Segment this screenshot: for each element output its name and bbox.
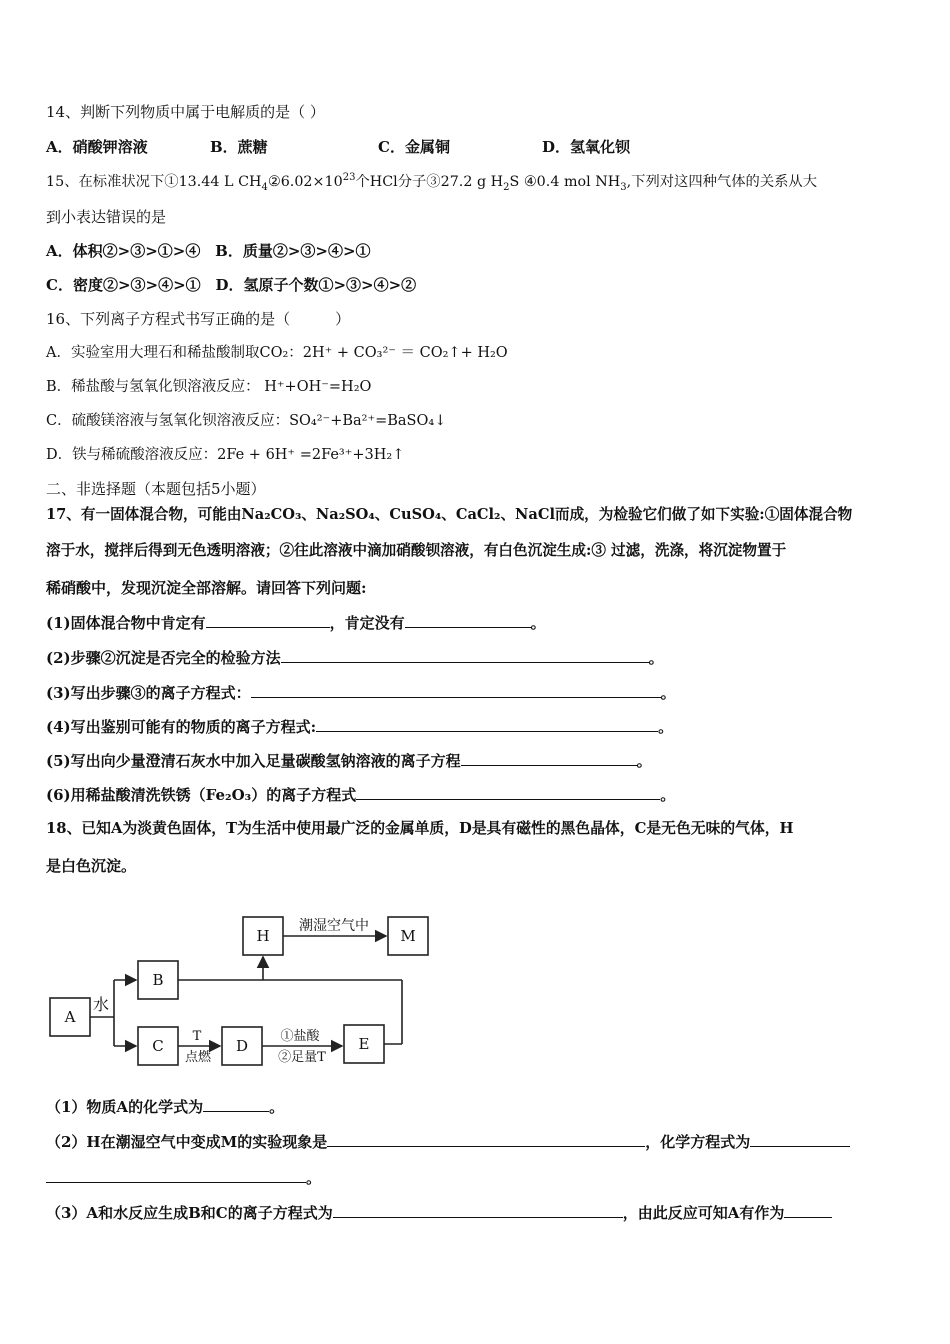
label-water: 水 bbox=[92, 995, 110, 1014]
q18-stem-line2: 是白色沉淀。 bbox=[46, 857, 137, 875]
q18-stem-line1: 18、已知A为淡黄色固体，T为生活中使用最广泛的金属单质，D是具有磁性的黑色晶体，C是无色无味的气体，H bbox=[46, 820, 794, 837]
q17-part1: (1)固体混合物中肯定有 ，肯定没有 。 bbox=[46, 614, 546, 632]
q17-part5: (5)写出向少量澄清石灰水中加入足量碳酸氢钠溶液的离子方程 。 bbox=[46, 752, 652, 770]
label-humid-air: 潮湿空气中 bbox=[299, 918, 369, 934]
box-m-label: M bbox=[400, 927, 416, 945]
q18-part2-cont: 。 bbox=[46, 1168, 321, 1188]
q15-option-b: B．质量②>③>④>① bbox=[215, 242, 371, 260]
box-a bbox=[50, 998, 90, 1036]
q18-answer-blank-1[interactable] bbox=[203, 1097, 269, 1112]
q15-option-c: C．密度②>③>④>① bbox=[46, 276, 201, 294]
q18-answer-blank-5[interactable] bbox=[333, 1203, 623, 1218]
q16-option-c: C．硫酸镁溶液与氢氧化钡溶液反应：SO₄²⁻+Ba²⁺=BaSO₄↓ bbox=[46, 413, 447, 429]
q16-option-b: B．稀盐酸与氢氧化钡溶液反应： H⁺+OH⁻=H₂O bbox=[46, 379, 372, 395]
q17-answer-blank-2[interactable] bbox=[405, 613, 531, 628]
q15-options-ab bbox=[46, 241, 371, 261]
q17-answer-blank-1[interactable] bbox=[206, 613, 330, 628]
q17-stem-line2: 溶于水，搅拌后得到无色透明溶液；②往此溶液中滴加硝酸钡溶液，有白色沉淀生成:③ 过滤，洗涤，将沉淀物置于 bbox=[46, 542, 787, 559]
q17-part4: (4)写出鉴别可能有的物质的离子方程式: 。 bbox=[46, 718, 674, 736]
box-d bbox=[222, 1027, 262, 1065]
label-hcl: ①盐酸 bbox=[280, 1029, 320, 1044]
q18-answer-blank-3[interactable] bbox=[750, 1132, 850, 1147]
q17-part6: (6)用稀盐酸清洗铁锈（Fe₂O₃）的离子方程式 。 bbox=[46, 786, 676, 804]
q14-option-a: A．硝酸钾溶液 bbox=[46, 138, 148, 156]
box-e bbox=[344, 1025, 384, 1063]
q17-answer-blank-7[interactable] bbox=[356, 785, 660, 800]
q17-part3: (3)写出步骤③的离子方程式： 。 bbox=[46, 684, 676, 702]
q15-option-a: A．体积②>③>①>④ bbox=[46, 242, 201, 260]
label-ignite: 点燃 bbox=[184, 1050, 212, 1065]
q14-option-c: C．金属铜 bbox=[378, 138, 450, 156]
box-d-label: D bbox=[235, 1037, 249, 1055]
box-b-label: B bbox=[152, 971, 164, 989]
q16-option-a: A．实验室用大理石和稀盐酸制取CO₂：2H⁺ + CO₃²⁻ ＝ CO₂↑+ H₂O bbox=[46, 345, 508, 361]
box-m bbox=[388, 917, 428, 955]
q14-stem: 14、判断下列物质中属于电解质的是（ ） bbox=[46, 103, 325, 121]
box-c-label: C bbox=[152, 1037, 164, 1055]
q17-stem-line3: 稀硝酸中，发现沉淀全部溶解。请回答下列问题: bbox=[46, 579, 367, 597]
box-h bbox=[243, 917, 283, 955]
q17-answer-blank-5[interactable] bbox=[316, 717, 658, 732]
q17-answer-blank-6[interactable] bbox=[461, 751, 637, 766]
label-t: T bbox=[192, 1029, 202, 1044]
section-heading: 二、非选择题（本题包括5小题） bbox=[46, 480, 266, 498]
label-excess-t: ②足量T bbox=[278, 1050, 326, 1065]
q17-answer-blank-4[interactable] bbox=[251, 683, 661, 698]
q18-part2: （2）H在潮湿空气中变成M的实验现象是 ，化学方程式为 bbox=[46, 1132, 850, 1152]
box-e-label: E bbox=[358, 1035, 370, 1053]
q18-part1: （1）物质A的化学式为 。 bbox=[46, 1098, 285, 1116]
q14-option-d: D．氢氧化钡 bbox=[542, 138, 631, 156]
q16-option-d: D．铁与稀硫酸溶液反应：2Fe + 6H⁺ =2Fe³⁺+3H₂↑ bbox=[46, 447, 405, 463]
q18-answer-blank-4[interactable] bbox=[46, 1168, 306, 1183]
box-c bbox=[138, 1027, 178, 1065]
q14-option-b: B．蔗糖 bbox=[210, 138, 268, 156]
box-h-label: H bbox=[256, 927, 270, 945]
q17-part2: (2)步骤②沉淀是否完全的检验方法 。 bbox=[46, 649, 664, 667]
q17-answer-blank-3[interactable] bbox=[281, 648, 649, 663]
q15-options-cd bbox=[46, 275, 416, 295]
q18-answer-blank-2[interactable] bbox=[327, 1132, 645, 1147]
box-a-label: A bbox=[64, 1008, 76, 1026]
q15-option-d: D．氢原子个数①>③>④>② bbox=[215, 276, 417, 294]
q18-answer-blank-6[interactable] bbox=[784, 1203, 832, 1218]
q17-stem-line1: 17、有一固体混合物，可能由Na₂CO₃、Na₂SO₄、CuSO₄、CaCl₂、NaCl而成，为检验它们做了如下实验:①固体混合物 bbox=[46, 506, 853, 523]
box-b bbox=[138, 961, 178, 999]
q15-stem-line2: 到小表达错误的是 bbox=[46, 208, 167, 226]
q16-stem: 16、下列离子方程式书写正确的是（ ） bbox=[46, 310, 351, 328]
q18-part3: （3）A和水反应生成B和C的离子方程式为 ，由此反应可知A有作为 bbox=[46, 1203, 832, 1223]
q15-stem: 15、在标准状况下①13.44 L $CH_4②6.02\times 10^{23}$个HCl分子③27.2 g $H_2S$ ④0.4 mol $NH_3$,下列对这四种气体的关系从大 bbox=[46, 172, 818, 193]
